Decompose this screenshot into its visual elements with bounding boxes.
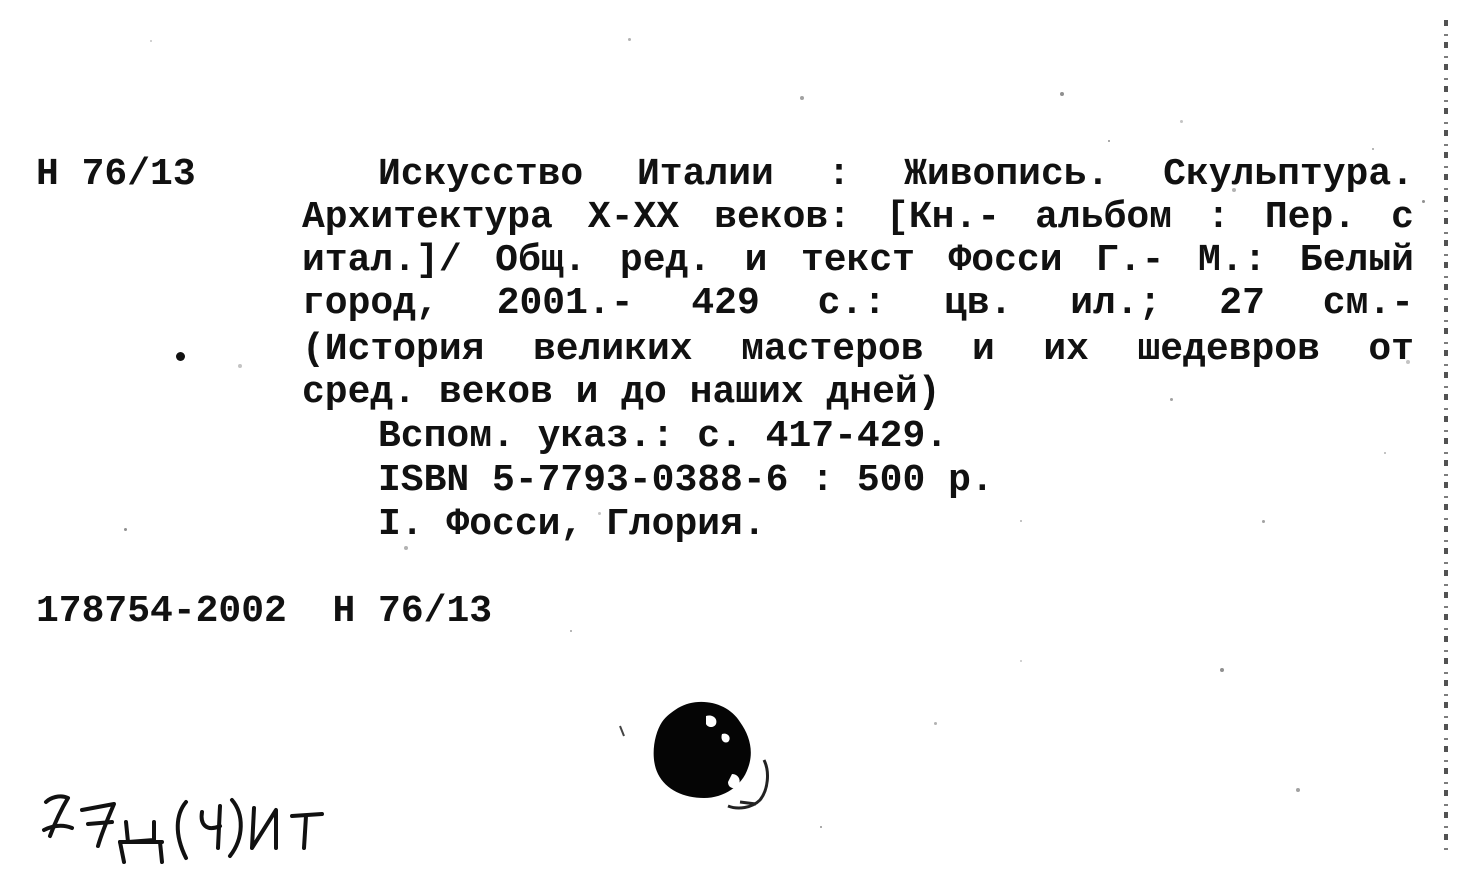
paper-speck: [404, 546, 408, 550]
handwritten-classification: [36, 772, 406, 872]
word: :: [827, 153, 851, 196]
paper-speck: [1220, 668, 1224, 672]
paper-speck: [570, 630, 572, 632]
word: с.:: [817, 282, 887, 325]
series-last-line: сред. веков и до наших дней): [302, 371, 941, 414]
word: Искусство: [378, 153, 584, 196]
word: Пер.: [1264, 196, 1357, 239]
word: [Кн.-: [886, 196, 1001, 239]
paper-speck: [238, 364, 242, 368]
paper-speck: [800, 96, 804, 100]
paper-speck: [1020, 660, 1022, 662]
paper-speck: [1232, 188, 1236, 192]
word: X-XX: [587, 196, 680, 239]
paper-speck: [1406, 360, 1410, 364]
inventory-line: 178754-2002 Н 76/13: [36, 590, 493, 633]
paper-speck: [1422, 200, 1425, 203]
word: и: [744, 239, 768, 282]
paper-speck: [1296, 788, 1300, 792]
word: шедевров: [1137, 328, 1320, 371]
description-line-2: [302, 239, 1414, 283]
word: Общ.: [495, 239, 587, 282]
word: текст: [800, 239, 915, 282]
paper-speck: [1180, 120, 1183, 123]
paper-speck: [1108, 140, 1110, 142]
paper-speck: [934, 722, 937, 725]
paper-speck: [1020, 520, 1022, 522]
word: их: [1043, 328, 1089, 371]
word: Италии: [636, 153, 774, 196]
isbn-line: ISBN 5-7793-0388-6 : 500 р.: [378, 459, 994, 502]
word: 429: [691, 282, 760, 325]
paper-speck: [820, 826, 822, 828]
added-entry: I. Фосси, Глория.: [378, 503, 766, 546]
word: М.:: [1197, 239, 1267, 282]
word: итал.]/: [302, 239, 462, 282]
title-line: [378, 153, 1414, 197]
word: альбом: [1035, 196, 1172, 239]
word: Г.-: [1096, 239, 1165, 282]
word: мастеров: [741, 328, 924, 371]
word: город,: [302, 282, 439, 325]
card-edge-border: [1444, 20, 1448, 850]
word: ред.: [619, 239, 712, 282]
paper-speck: [1372, 148, 1374, 150]
paper-speck: [598, 512, 601, 515]
word: Архитектура: [302, 196, 553, 239]
word: 27: [1219, 282, 1265, 325]
paper-speck: [628, 38, 631, 41]
description-line-4: [302, 328, 1414, 372]
paper-speck: [1060, 92, 1064, 96]
word: (История: [302, 328, 485, 371]
word: веков:: [714, 196, 851, 239]
description-line-1: [302, 196, 1414, 240]
word: :: [1206, 196, 1230, 239]
word: и: [972, 328, 995, 371]
description-line-3: [302, 282, 1414, 326]
ink-blot-image: [610, 690, 790, 820]
word: 2001.-: [496, 282, 634, 325]
paper-speck: [1170, 398, 1173, 401]
word: от: [1368, 328, 1414, 371]
paper-speck: [1262, 520, 1265, 523]
paper-speck: [1384, 452, 1386, 454]
word: Живопись.: [904, 153, 1110, 196]
paper-speck: [124, 528, 127, 531]
word: ил.;: [1070, 282, 1162, 325]
call-number: Н 76/13: [36, 153, 196, 196]
word: с: [1391, 196, 1414, 239]
word: см.-: [1322, 282, 1414, 325]
word: цв.: [943, 282, 1013, 325]
word: Скульптура.: [1163, 153, 1414, 196]
word: Фосси: [948, 239, 1063, 282]
word: Белый: [1299, 239, 1414, 282]
dot-mark: [176, 352, 185, 361]
index-note: Вспом. указ.: с. 417-429.: [378, 415, 949, 458]
word: великих: [532, 328, 693, 371]
paper-speck: [150, 40, 152, 42]
